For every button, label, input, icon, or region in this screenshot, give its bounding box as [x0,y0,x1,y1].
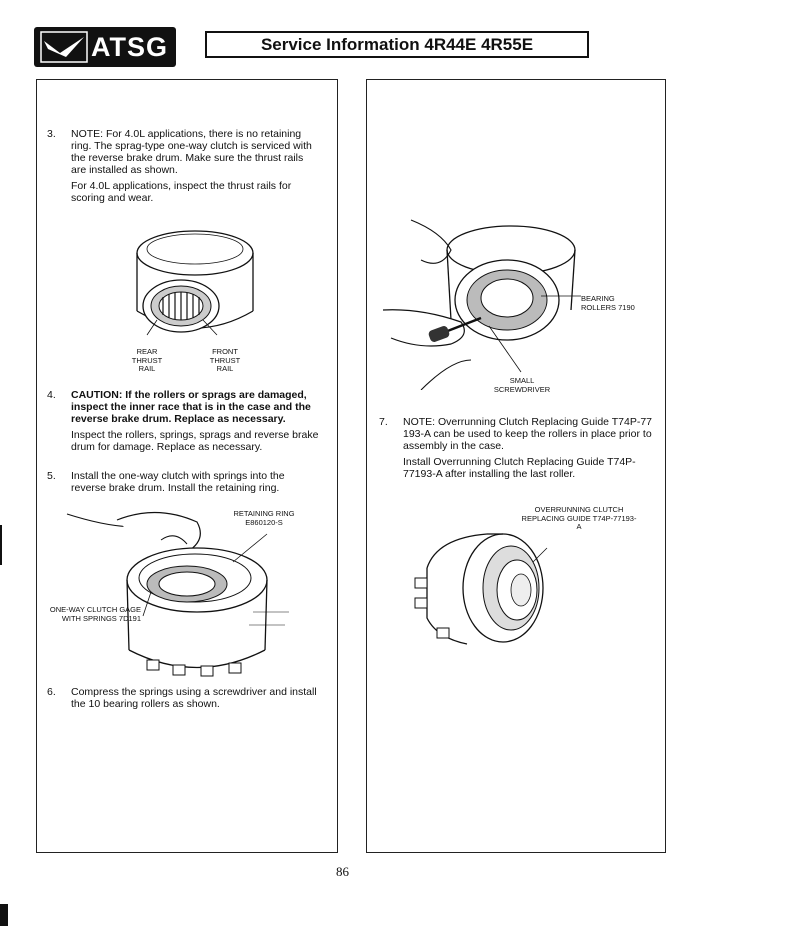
step-text: Inspect the rollers, springs, sprags and reverse brake drum for damage. Replace as necessary. [71,429,319,453]
one-way-clutch-label: ONE-WAY CLUTCH GAGE WITH SPRINGS 7D191 [49,605,141,623]
bearing-rollers-screwdriver-illustration [381,210,581,390]
atsg-logo [34,27,176,67]
step-text: Install Overrunning Clutch Replacing Guide T74P-77193-A after installing the last roller. [403,456,636,480]
scan-edge-mark [0,904,8,926]
bird-logo-icon [40,31,88,63]
drum-thrust-rail-illustration [117,223,267,338]
step-number: 6. [47,686,56,698]
bearing-rollers-label: BEARING ROLLERS 7190 [581,294,635,312]
step-text: Compress the springs using a screwdriver and install the 10 bearing rollers as shown. [71,686,317,710]
rear-thrust-rail-label: REAR THRUST RAIL [131,347,163,373]
left-column [36,79,338,853]
replacing-guide-label: OVERRUNNING CLUTCH REPLACING GUIDE T74P-77193-A [521,505,637,531]
logo-text: ATSG [91,31,168,62]
page-number: 86 [336,864,349,879]
step-text: For 4.0L applications, inspect the thrust rails for scoring and wear. [71,180,292,204]
scan-edge-mark [0,525,2,565]
retaining-ring-label: RETAINING RING E860120-S [233,509,295,527]
small-screwdriver-label: SMALL SCREWDRIVER [493,376,551,394]
step-text: NOTE: For 4.0L applications, there is no retaining ring. The sprag-type one-way clutch is serviced with the reverse brake drum. Make sure the thrust rails are installed as shown. [71,128,312,176]
one-way-clutch-install-illustration [57,500,317,680]
front-thrust-rail-label: FRONT THRUST RAIL [209,347,241,373]
step-number: 7. [379,416,388,428]
right-column [366,79,666,853]
overrunning-clutch-replacing-guide-illustration [407,528,557,650]
step-number: 5. [47,470,56,482]
step-text: Install the one-way clutch with springs into the reverse brake drum. Install the retaining ring. [71,470,285,494]
page-title: Service Information 4R44E 4R55E [205,31,589,58]
step-number: 4. [47,389,56,401]
caution-text: CAUTION: If the rollers or sprags are damaged, inspect the inner race that is in the case and the reverse brake drum. Replace as necessary. [71,389,311,425]
step-text: NOTE: Overrunning Clutch Replacing Guide T74P-77 193-A can be used to keep the rollers in place prior to assembly in the case. [403,416,653,452]
step-number: 3. [47,128,56,140]
